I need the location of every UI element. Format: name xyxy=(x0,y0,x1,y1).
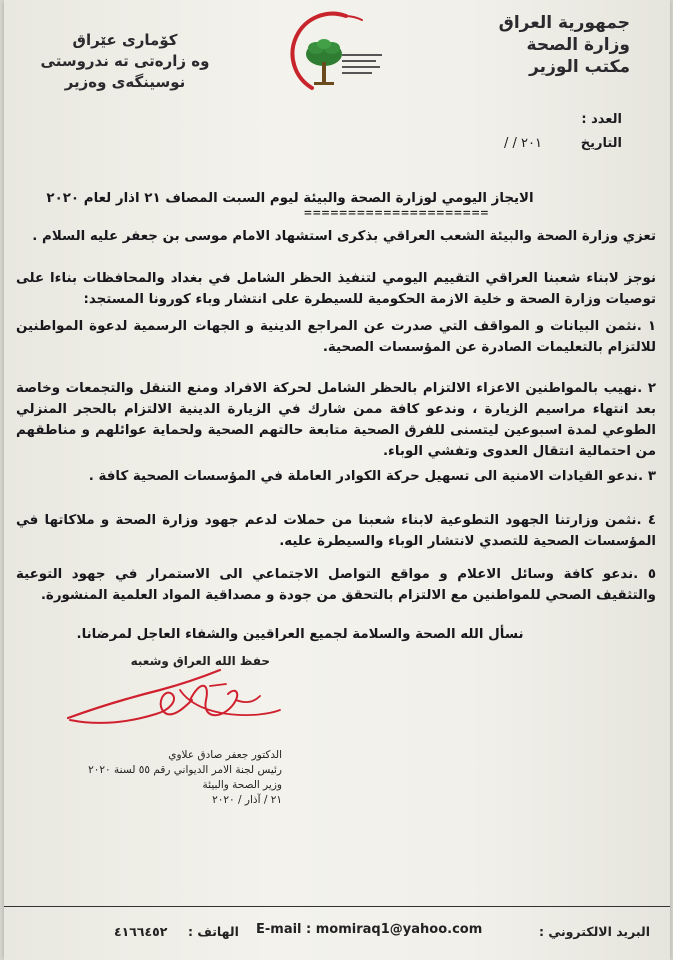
signatory-name: الدكتور جعفر صادق علاوي xyxy=(168,749,282,761)
header-kurdish-line-2: وه زارەتى تە ندروستى xyxy=(40,52,210,70)
footer-divider xyxy=(4,906,670,907)
footer-phone-number: ٤١٦٦٤٥٢ xyxy=(114,924,168,939)
handwritten-signature xyxy=(60,660,290,740)
signature-block xyxy=(62,748,282,808)
list-item: ٤ .نثمن وزارتنا الجهود التطوعية لابناء شعبنا من حملات لدعم جهود وزارة الصحة و ملاكاتها في المؤسسات الصحية للتصدي لانتشار الوباء والسيطرة عليه. xyxy=(16,513,656,549)
header-arabic-line-2: وزارة الصحة xyxy=(526,35,630,55)
header-arabic-line-1: جمهورية العراق xyxy=(498,13,630,33)
footer-phone-label: الهاتف : xyxy=(188,924,239,939)
signature-date: ٢١ / آذار / ٢٠٢٠ xyxy=(212,794,282,806)
ministry-logo-icon xyxy=(276,10,396,100)
footer-email-label-en: E-mail : xyxy=(256,922,312,937)
footer-email-address[interactable]: momiraq1@yahoo.com xyxy=(315,922,483,937)
header-kurdish-line-3: نوسينگەى وەزير xyxy=(64,73,186,91)
reference-number-label: العدد : xyxy=(581,112,622,127)
intro-paragraph: نوجز لابناء شعبنا العراقي التقييم اليومي لتنفيذ الحظر الشامل في بغداد والمحافظات بناءا على توصيات وزارة الصحة و خلية الازمة الحكومية للسيطرة على انتشار وباء كورونا المستجد: xyxy=(16,271,656,307)
signature-icon xyxy=(60,660,290,740)
list-item: ١ .نثمن البيانات و المواقف التي صدرت عن المراجع الدينية و الجهات الرسمية لدعوة المواطنين للالتزام بالتعليمات الصادرة عن المؤسسات الصحية. xyxy=(16,319,656,355)
title-separator: ===================== xyxy=(304,206,490,221)
signatory-title: رئيس لجنة الامر الديواني رقم ٥٥ لسنة ٢٠٢٠ xyxy=(88,764,282,776)
header-kurdish xyxy=(30,30,220,93)
ministry-logo xyxy=(276,10,396,100)
condolence-line: تعزي وزارة الصحة والبيئة الشعب العراقي بذكرى استشهاد الامام موسى بن جعفر عليه السلام . xyxy=(32,229,656,244)
document-title: الايجاز اليومي لوزارة الصحة والبيئة ليوم السبت المصاف ٢١ اذار لعام ٢٠٢٠ xyxy=(46,191,534,206)
signatory-position: وزير الصحة والبيئة xyxy=(202,779,282,791)
header-arabic-line-3: مكتب الوزير xyxy=(529,57,630,77)
blessing-line: حفظ الله العراق وشعبه xyxy=(130,654,270,668)
closing-line: نسأل الله الصحة والسلامة لجميع العراقيين والشفاء العاجل لمرضانا. xyxy=(76,627,524,642)
reference-date-value: / / ٢٠١ xyxy=(504,136,542,151)
footer-email-link[interactable] xyxy=(256,922,482,937)
list-item: ٣ .ندعو القيادات الامنية الى تسهيل حركة الكوادر العاملة في المؤسسات الصحية كافة . xyxy=(88,469,656,484)
document-page xyxy=(4,0,670,960)
header-kurdish-line-1: كۆمارى عێراق xyxy=(72,31,178,49)
reference-date-label: التاريخ xyxy=(580,136,622,151)
footer-email-label-ar: البريد الالكتروني : xyxy=(538,924,650,939)
header-arabic xyxy=(430,12,630,78)
list-item: ٢ .نهيب بالمواطنين الاعزاء الالتزام بالحظر الشامل لحركة الافراد ومنع التنقل والتجمعات وخاصة بعد انتهاء مراسيم الزيارة ، وندعو كافة ممن شارك في الزيارة الدينية الالتزام بالحجر المنزلي الطوعي لمدة اسبوعين ليتسنى للفرق الصحية متابعة حالتهم الصحية ولحماية عوائلهم و مناطقهم من احتمالية انتقال العدوى وتفشي الوباء. xyxy=(16,381,656,459)
list-item: ٥ .ندعو كافة وسائل الاعلام و مواقع التواصل الاجتماعي الى الاستمرار في جهود التوعية والتثقيف الصحي للمواطنين مع الالتزام بالتحقق من جودة و مصداقية المواد العلمية المنشورة. xyxy=(16,567,656,603)
